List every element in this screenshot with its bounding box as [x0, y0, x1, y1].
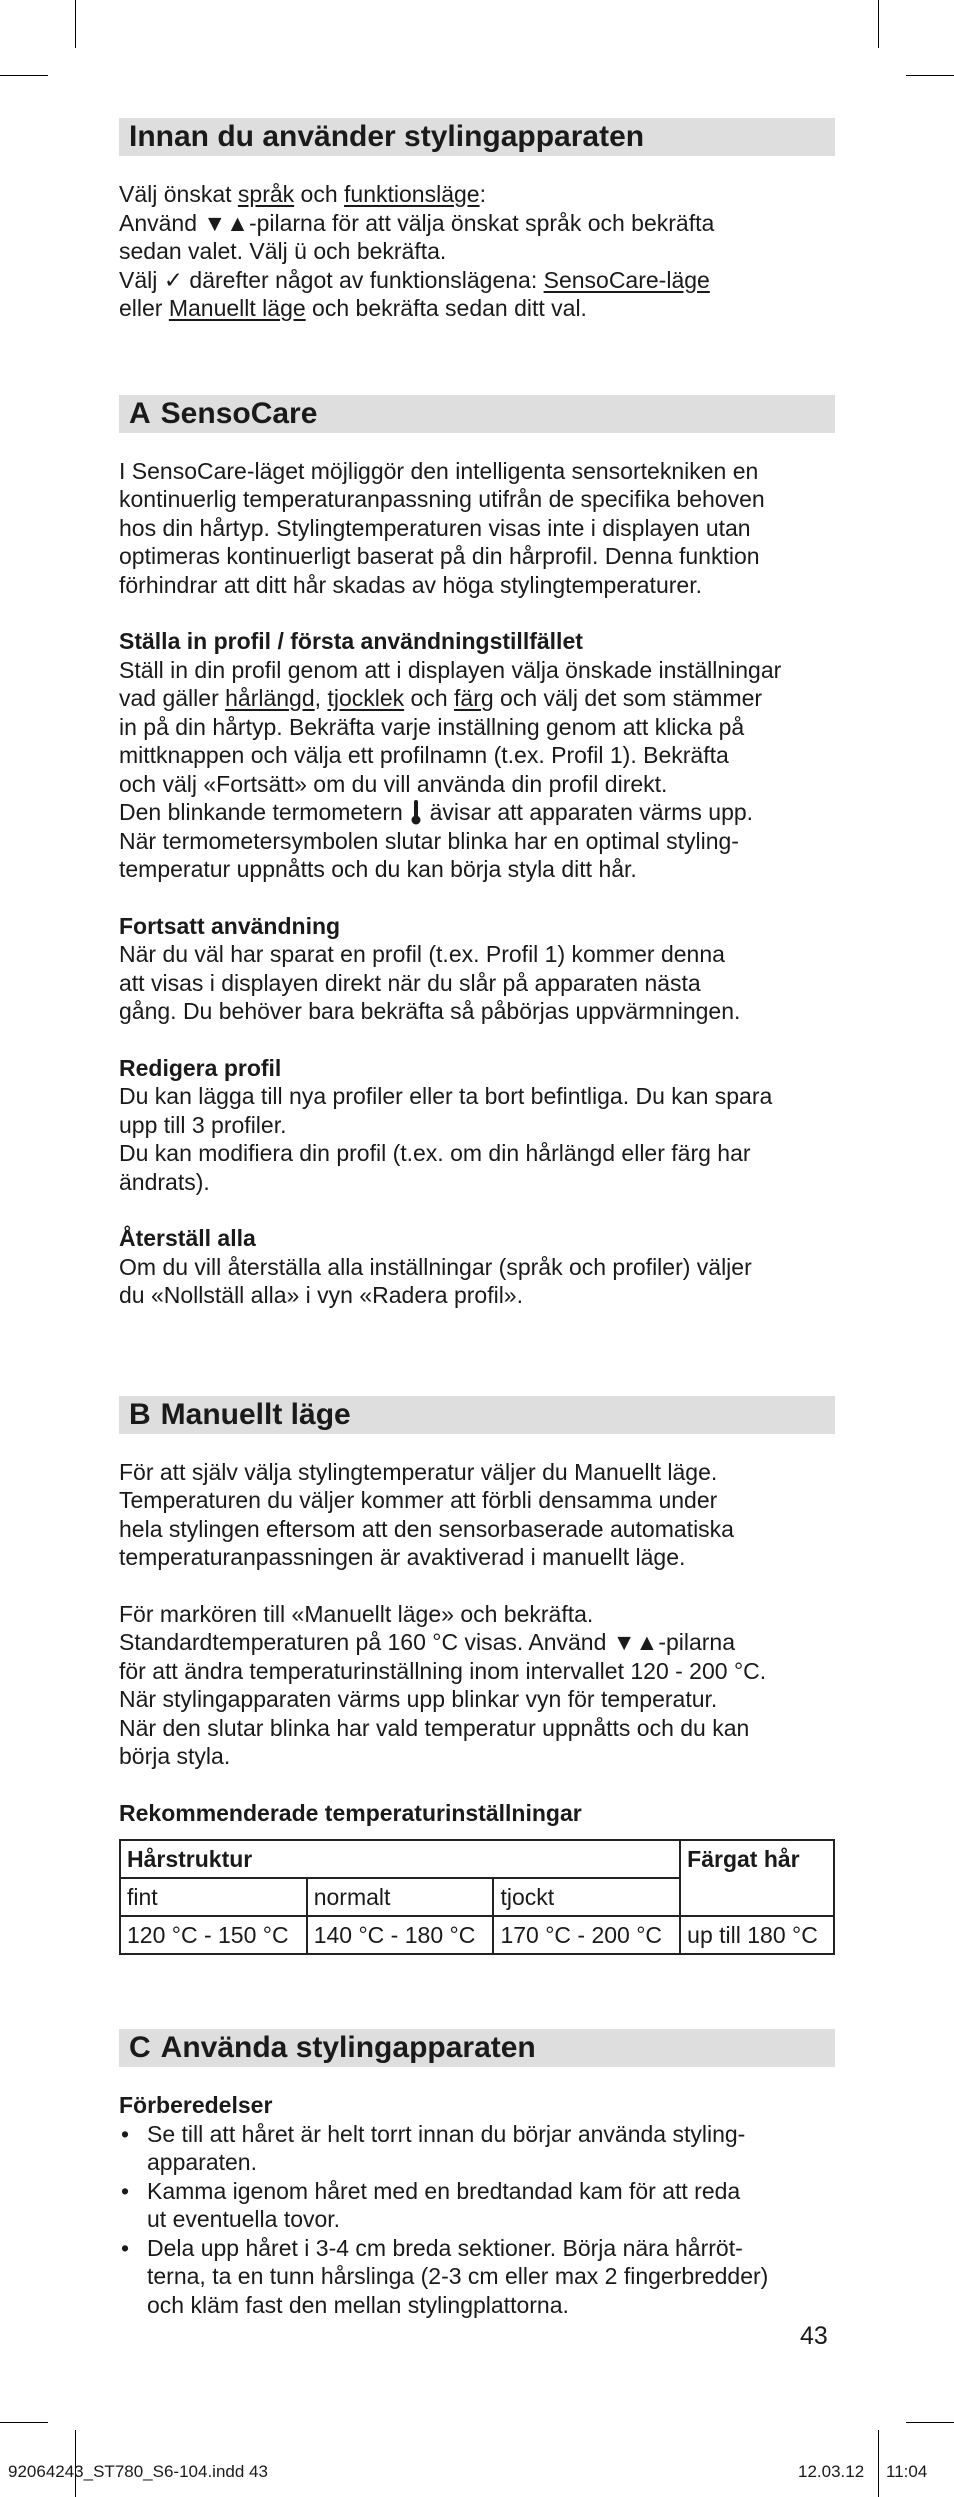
thermometer-icon — [411, 799, 421, 825]
temp-normal: 140 °C - 180 °C — [307, 1916, 494, 1954]
before-line-3: sedan valet. Välj ü och bekräfta. — [119, 238, 447, 264]
page-number: 43 — [800, 2322, 828, 2350]
footer-time: 11:04 — [886, 2462, 928, 2481]
before-line-5: eller Manuellt läge och bekräfta sedan ditt val. — [119, 295, 587, 321]
before-line-4: Välj ✓ därefter något av funktionslägena: SensoCare-läge — [119, 266, 710, 293]
section-before-use-heading: Innan du använder stylingapparaten — [119, 118, 835, 156]
temperature-table — [119, 1839, 835, 1955]
list-item: • Dela upp håret i 3-4 cm breda sektioner. Börja nära hårröt- terna, ta en tunn hårslinga (2-3 cm eller max 2 fingerbredder) och kläm fast den mellan stylingplattorna. — [119, 2234, 835, 2320]
edit-profile-subheading: Redigera profil — [119, 1054, 282, 1081]
section-b-heading: B Manuellt läge — [119, 1396, 835, 1434]
check-icon: ✓ — [163, 266, 184, 293]
edit-profile-text: Du kan lägga till nya profiler eller ta bort befintliga. Du kan spara upp till 3 profiler. Du kan modifiera din profil (t.ex. om din hårlängd eller färg har ändrats). — [119, 1083, 773, 1195]
preparation-list — [119, 2120, 835, 2320]
continued-use-text: När du väl har sparat en profil (t.ex. Profil 1) kommer denna att visas i displayen direkt när du slår på apparaten nästa gång. Du behöver bara bekräfta så påbörjas uppvärmningen. — [119, 941, 741, 1024]
temp-thick: 170 °C - 200 °C — [493, 1916, 680, 1954]
list-item: • Se till att håret är helt torrt innan du börjar använda styling- apparaten. — [119, 2120, 835, 2177]
reset-all-subheading: Återställ alla — [119, 1225, 256, 1251]
sub-header-fine: fint — [120, 1878, 307, 1916]
sub-header-thick: tjockt — [493, 1878, 680, 1916]
sub-header-normal: normalt — [307, 1878, 494, 1916]
section-a-intro: I SensoCare-läget möjliggör den intelligenta sensortekniken en kontinuerlig temperaturanpassning utifrån de specifika behoven hos din hårtyp. Stylingtemperaturen visas inte i displayen utan optimeras kontinuerligt baserat på din hårprofil. Denna funktion förhindrar att ditt hår skadas av höga stylingtemperaturer. — [119, 457, 765, 598]
arrow-icons: ▼▲ — [203, 209, 249, 236]
manual-page — [119, 118, 835, 2319]
hair-structure-header: Hårstruktur — [120, 1840, 680, 1878]
reset-all-text: Om du vill återställa alla inställningar (språk och profiler) väljer du «Nollställ alla» i vyn «Radera profil». — [119, 1253, 752, 1308]
continued-use-subheading: Fortsatt användning — [119, 912, 341, 939]
footer-date: 12.03.12 — [798, 2462, 865, 2481]
arrow-icons: ▼▲ — [612, 1629, 659, 1655]
temp-colored: up till 180 °C — [680, 1916, 834, 1954]
section-b-intro: För att själv välja stylingtemperatur väljer du Manuellt läge. Temperaturen du väljer kommer att förbli densamma under hela stylingen eftersom att den sensorbaserade automatiska temperaturanpassningen är avaktiverad i manuellt läge. — [119, 1458, 734, 1570]
preparation-subheading: Förberedelser — [119, 2092, 273, 2118]
colored-hair-header: Färgat hår — [680, 1840, 834, 1916]
profile-text: Ställ in din profil genom att i displayen välja önskade inställningar vad gäller hårlängd, tjocklek och färg och välj det som stämmer in på din hårtyp. Bekräfta varje inställning genom att klicka på mittknappen och välja ett profilnamn (t.ex. Profil 1). Bekräfta och välj «Fortsätt» om du vill använda din profil direkt. Den blinkande termometern ävisar att apparaten värms upp. När termometersymbolen slutar blinka har en optimal styling- temperatur uppnåtts och du kan börja styla ditt hår. — [119, 656, 782, 882]
before-line-2: Använd ▼▲-pilarna för att välja önskat språk och bekräfta — [119, 209, 715, 236]
footer-file: 92064243_ST780_S6-104.indd 43 — [8, 2462, 268, 2481]
section-a-heading: A SensoCare — [119, 395, 835, 433]
list-item: • Kamma igenom håret med en bredtandad kam för att reda ut eventuella tovor. — [119, 2177, 835, 2234]
section-c-heading: C Använda stylingapparaten — [119, 2029, 835, 2067]
profile-subheading: Ställa in profil / första användningstillfället — [119, 628, 583, 654]
temp-table-heading: Rekommenderade temperaturinställningar — [119, 1799, 582, 1826]
manual-mode-text: För markören till «Manuellt läge» och bekräfta. Standardtemperaturen på 160 °C visas. Använd ▼▲-pilarna för att ändra temperaturinställning inom intervallet 120 - 200 °C. När stylingapparaten värms upp blinkar vyn för temperatur. När den slutar blinka har vald temperatur uppnåtts och du kan börja styla. — [119, 1600, 767, 1769]
temp-fine: 120 °C - 150 °C — [120, 1916, 307, 1954]
before-line-1: Välj önskat språk och funktionsläge: — [119, 181, 486, 207]
